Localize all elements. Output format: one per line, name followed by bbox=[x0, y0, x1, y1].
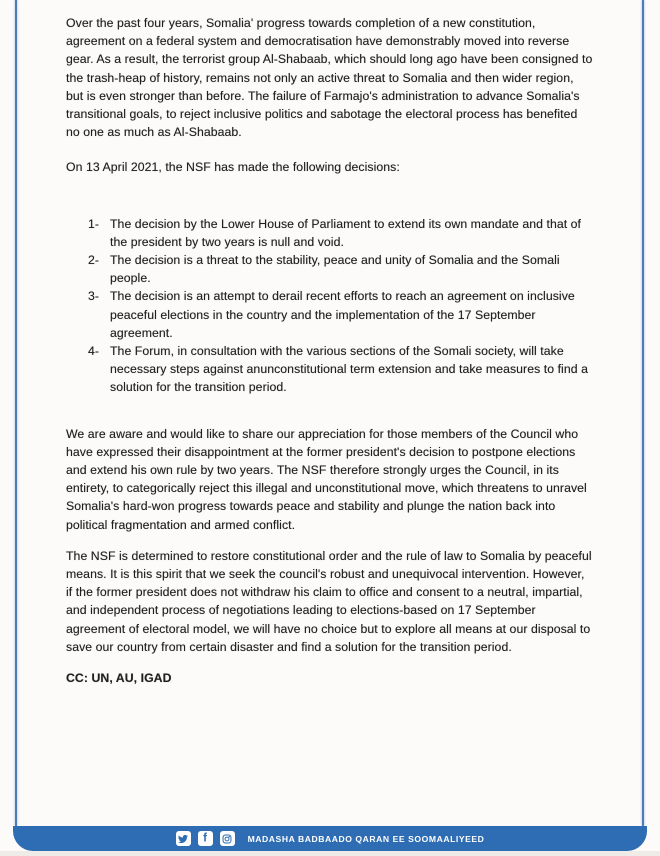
list-item bbox=[66, 251, 594, 287]
decisions-list bbox=[66, 215, 594, 397]
list-item-text: The decision is an attempt to derail recent efforts to reach an agreement on inclusive peaceful elections in the country and the implementation of the 17 September agreement. bbox=[110, 289, 575, 340]
list-item bbox=[66, 215, 594, 251]
letter-body bbox=[66, 0, 594, 687]
paragraph-intro: Over the past four years, Somalia' progress towards completion of a new constitution, agreement on a federal system and democratisation have demonstrably moved into reverse gear. As a result, the terrorist group Al-Shabaab, which should long ago have been consigned to the trash-heap of history, remains not only an active threat to Somalia and then wider region, but is even stronger than before. The failure of Farmajo's administration to advance Somalia's transitional goals, to reject inclusive politics and sabotage the electoral process has benefited no one as much as Al-Shabaab. bbox=[66, 16, 593, 140]
page-border-right bbox=[642, 0, 644, 826]
list-item-number: 3- bbox=[88, 289, 100, 304]
twitter-icon bbox=[176, 831, 191, 846]
list-item-text: The decision is a threat to the stability, peace and unity of Somalia and the Somali people. bbox=[110, 253, 560, 286]
paragraph-appreciation: We are aware and would like to share our appreciation for those members of the Council who have expressed their disappointment at the former president's decision to postpone elections and extend his own rule by two years. The NSF therefore strongly urges the Council, in its entirety, to categorically reject this illegal and unconstitutional move, which threatens to unravel Somalia's hard-won progress towards peace and stability and plunge the nation back into political fragmentation and armed conflict. bbox=[66, 426, 587, 532]
facebook-glyph: f bbox=[203, 832, 207, 845]
list-item-number: 1- bbox=[88, 216, 100, 231]
paragraph-date-line: On 13 April 2021, the NSF has made the following decisions: bbox=[66, 160, 400, 175]
facebook-icon bbox=[198, 831, 213, 846]
page-bottom-edge bbox=[0, 851, 660, 856]
paragraph-determined: The NSF is determined to restore constitutional order and the rule of law to Somalia by peaceful means. It is this spirit that we seek the council's robust and unequivocal intervention. However, if the former president does not withdraw his claim to office and consent to a neutral, impartial, and independent process of negotiations leading to elections-based on 17 September agreement of electoral model, we will have no choice but to explore all means at our disposal to save our country from certain disaster and find a solution for the transition period. bbox=[66, 548, 592, 654]
list-item bbox=[66, 342, 594, 397]
cc-line: CC: UN, AU, IGAD bbox=[66, 671, 172, 686]
page-border-left bbox=[15, 0, 17, 826]
footer-bar bbox=[13, 826, 647, 851]
footer-org-name: MADASHA BADBAADO QARAN EE SOOMAALIYEED bbox=[247, 833, 485, 844]
list-item-number: 4- bbox=[88, 344, 100, 359]
list-item-text: The decision by the Lower House of Parliament to extend its own mandate and that of the president by two years is null and void. bbox=[110, 216, 582, 249]
list-item-number: 2- bbox=[88, 253, 100, 268]
list-item-text: The Forum, in consultation with the various sections of the Somali society, will take necessary steps against anunconstitutional term extension and take measures to find a solution for the transition period. bbox=[110, 344, 588, 395]
instagram-icon bbox=[220, 831, 235, 846]
list-item bbox=[66, 287, 594, 342]
